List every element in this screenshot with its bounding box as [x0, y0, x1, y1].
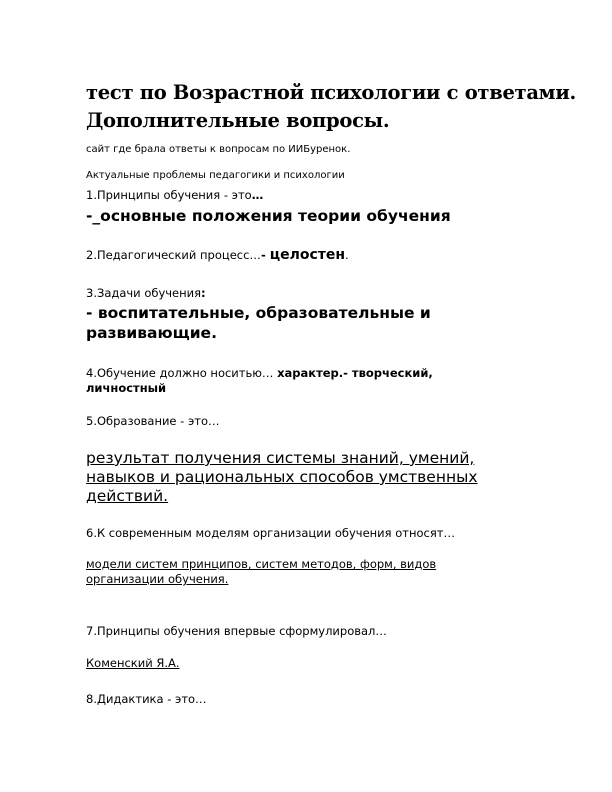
- question-1: [86, 188, 263, 202]
- answer-2-prefix: -: [260, 248, 270, 262]
- document-title: [86, 79, 586, 135]
- question-8: 8.Дидактика - это…: [86, 692, 207, 706]
- answer-4-rest: - творческий,: [343, 366, 433, 380]
- question-5: 5.Образование - это…: [86, 414, 220, 428]
- answer-3-line-2: развивающие.: [86, 324, 217, 342]
- question-1-text: 1.Принципы обучения - это: [86, 188, 252, 202]
- answer-2: целостен: [269, 247, 346, 263]
- title-line-2: Дополнительные вопросы.: [86, 109, 390, 132]
- answer-5-line-3: действий.: [86, 487, 169, 505]
- answer-7: Коменский Я.А.: [86, 656, 180, 670]
- question-3-suffix: :: [201, 286, 206, 300]
- question-2-text: 2.Педагогический процесс…: [86, 248, 261, 262]
- title-line-1: тест по Возрастной психологии с ответами.: [86, 81, 576, 104]
- answer-1: -_основные положения теории обучения: [86, 207, 451, 225]
- section-heading: Актуальные проблемы педагогики и психологии: [86, 170, 345, 181]
- answer-3-line-1: - воспитательные, образовательные и: [86, 304, 431, 322]
- answer-4-bold: характер.: [277, 366, 344, 380]
- answer-6: [86, 557, 436, 587]
- question-2: [86, 247, 349, 263]
- question-3-text: 3.Задачи обучения: [86, 286, 202, 300]
- answer-5: [86, 449, 478, 506]
- question-6: 6.К современным моделям организации обучения относят…: [86, 526, 455, 540]
- answer-3: [86, 303, 431, 343]
- question-1-suffix: …: [251, 188, 264, 202]
- question-7: 7.Принципы обучения впервые сформулировал…: [86, 624, 387, 638]
- question-3: [86, 286, 206, 300]
- answer-4-line-2: личностный: [86, 381, 167, 395]
- answer-5-line-1: результат получения системы знаний, умений,: [86, 449, 475, 467]
- question-4-text: 4.Обучение должно носитью…: [86, 366, 278, 380]
- answer-2-suffix: .: [345, 248, 349, 262]
- source-note: сайт где брала ответы к вопросам по ИИБуренок.: [86, 144, 351, 155]
- answer-5-line-2: навыков и рациональных способов умственных: [86, 468, 478, 486]
- question-4: [86, 366, 433, 396]
- answer-6-line-2: организации обучения.: [86, 572, 229, 586]
- answer-6-line-1: модели систем принципов, систем методов, форм, видов: [86, 557, 437, 571]
